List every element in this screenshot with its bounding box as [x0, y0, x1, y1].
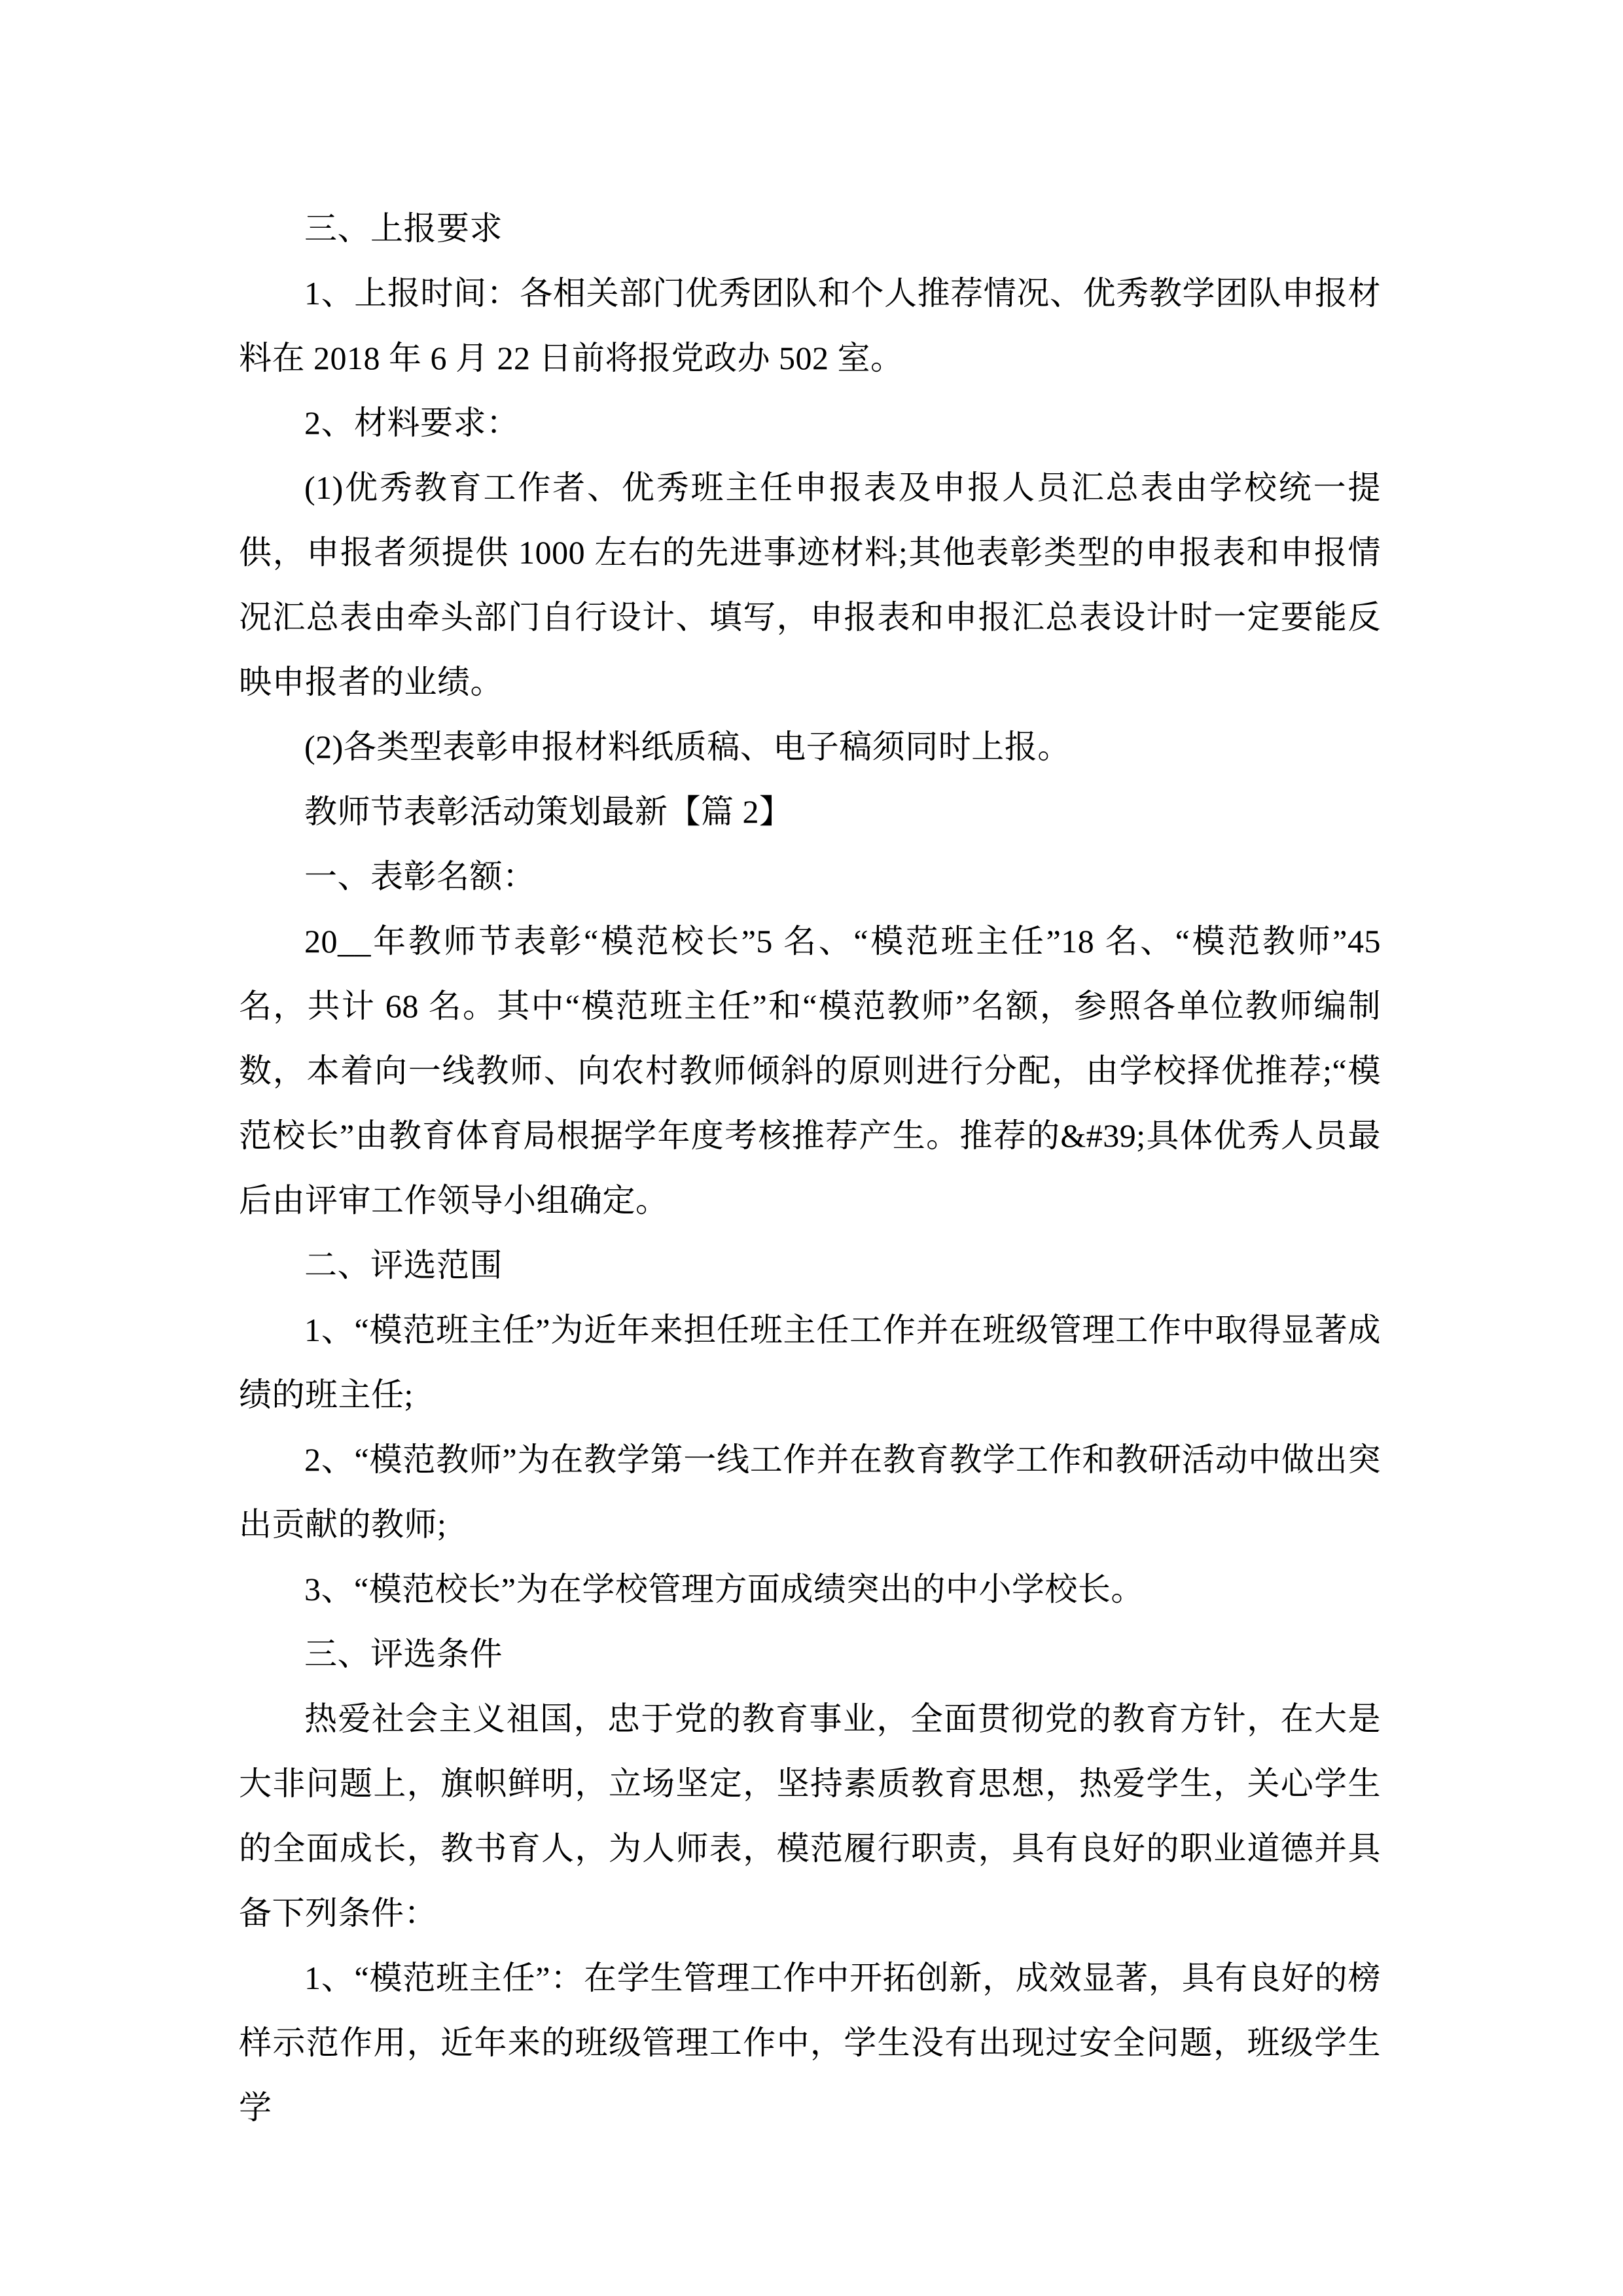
paragraph: 1、“模范班主任”：在学生管理工作中开拓创新，成效显著，具有良好的榜样示范作用，近年来的班级管理工作中，学生没有出现过安全问题，班级学生学	[239, 1960, 1381, 2126]
paragraph: (1)优秀教育工作者、优秀班主任申报表及申报人员汇总表由学校统一提供，申报者须提供 1000 左右的先进事迹材料;其他表彰类型的申报表和申报情况汇总表由牵头部门自行设计、填写，申报表和申报汇总表设计时一定要能反映申报者的业绩。	[239, 469, 1381, 700]
paragraph: 三、评选条件	[304, 1636, 503, 1672]
paragraph: 三、上报要求	[304, 210, 503, 247]
paragraph: (2)各类型表彰申报材料纸质稿、电子稿须同时上报。	[304, 728, 1071, 765]
document-text-area	[239, 196, 1381, 2140]
paragraph: 热爱社会主义祖国，忠于党的教育事业，全面贯彻党的教育方针，在大是大非问题上，旗帜鲜明，立场坚定，坚持素质教育思想，热爱学生，关心学生的全面成长，教书育人，为人师表，模范履行职责，具有良好的职业道德并具备下列条件：	[239, 1700, 1381, 1931]
paragraph: 2、材料要求：	[304, 404, 520, 441]
paragraph: 1、上报时间：各相关部门优秀团队和个人推荐情况、优秀教学团队申报材料在 2018 年 6 月 22 日前将报党政办 502 室。	[239, 275, 1381, 376]
paragraph: 二、评选范围	[304, 1247, 503, 1283]
paragraph: 20__年教师节表彰“模范校长”5 名、“模范班主任”18 名、“模范教师”45 名，共计 68 名。其中“模范班主任”和“模范教师”名额，参照各单位教师编制数，本着向一线教师、向农村教师倾斜的原则进行分配，由学校择优推荐;“模范校长”由教育体育局根据学年度考核推荐产生。推荐的&#39;具体优秀人员最后由评审工作领导小组确定。	[239, 923, 1381, 1219]
paragraph: 1、“模范班主任”为近年来担任班主任工作并在班级管理工作中取得显著成绩的班主任;	[239, 1312, 1381, 1413]
paragraph-section-heading: 教师节表彰活动策划最新【篇 2】	[304, 793, 793, 830]
paragraph: 3、“模范校长”为在学校管理方面成绩突出的中小学校长。	[304, 1571, 1144, 1607]
paragraph: 一、表彰名额：	[304, 858, 536, 895]
paragraph: 2、“模范教师”为在教学第一线工作并在教育教学工作和教研活动中做出突出贡献的教师;	[239, 1441, 1381, 1543]
